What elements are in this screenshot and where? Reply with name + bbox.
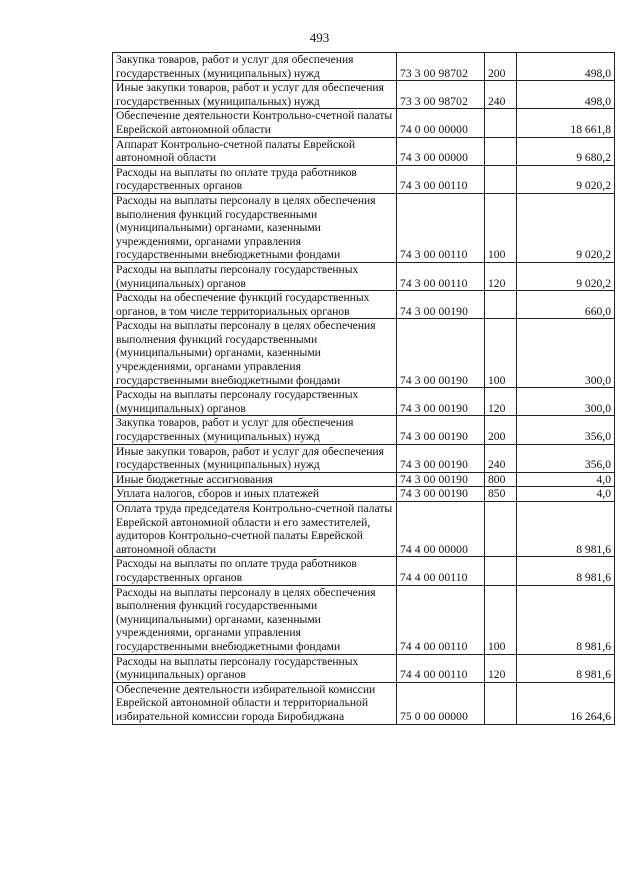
table-row <box>113 319 615 388</box>
row-amount-cell: 4,0 <box>517 472 615 487</box>
table-row <box>113 502 615 557</box>
page-number: 493 <box>309 30 330 45</box>
table-row <box>113 487 615 502</box>
row-code-cell: 73 3 00 98702 <box>397 53 485 81</box>
row-name-cell: Расходы на выплаты персоналу в целях обеспечения выполнения функций государственными (муниципальными) органами, казенными учреждениями, органами управления государственными внебюджетными фондами <box>113 193 397 262</box>
row-expense-type-cell: 240 <box>485 444 517 472</box>
row-amount-cell: 9 020,2 <box>517 262 615 290</box>
row-name-cell: Расходы на выплаты по оплате труда работников государственных органов <box>113 165 397 193</box>
table-row <box>113 137 615 165</box>
table-row <box>113 472 615 487</box>
table-row <box>113 109 615 137</box>
row-amount-cell: 498,0 <box>517 53 615 81</box>
row-name-cell: Оплата труда председателя Контрольно-счетной палаты Еврейской автономной области и его заместителей, аудиторов Контрольно-счетной палаты Еврейской автономной области <box>113 502 397 557</box>
row-amount-cell: 660,0 <box>517 291 615 319</box>
row-name-cell: Обеспечение деятельности избирательной комиссии Еврейской автономной области и территориальной избирательной комиссии города Биробиджана <box>113 682 397 724</box>
row-code-cell: 74 3 00 00190 <box>397 416 485 444</box>
row-amount-cell: 300,0 <box>517 319 615 388</box>
row-code-cell: 74 4 00 00110 <box>397 557 485 585</box>
table-row <box>113 291 615 319</box>
row-expense-type-cell <box>485 291 517 319</box>
row-code-cell: 74 3 00 00110 <box>397 262 485 290</box>
table-row <box>113 654 615 682</box>
row-name-cell: Расходы на выплаты персоналу государственных (муниципальных) органов <box>113 654 397 682</box>
table-row <box>113 682 615 724</box>
row-expense-type-cell: 200 <box>485 416 517 444</box>
table-row <box>113 557 615 585</box>
row-expense-type-cell: 100 <box>485 319 517 388</box>
row-name-cell: Расходы на выплаты персоналу в целях обеспечения выполнения функций государственными (муниципальными) органами, казенными учреждениями, органами управления государственными внебюджетными фондами <box>113 585 397 654</box>
row-expense-type-cell: 120 <box>485 388 517 416</box>
row-code-cell: 74 4 00 00110 <box>397 585 485 654</box>
row-amount-cell: 300,0 <box>517 388 615 416</box>
row-code-cell: 74 3 00 00190 <box>397 444 485 472</box>
table-row <box>113 388 615 416</box>
row-code-cell: 74 3 00 00190 <box>397 487 485 502</box>
row-expense-type-cell: 240 <box>485 81 517 109</box>
row-amount-cell: 8 981,6 <box>517 585 615 654</box>
row-name-cell: Уплата налогов, сборов и иных платежей <box>113 487 397 502</box>
budget-table-body <box>113 53 615 725</box>
table-row <box>113 53 615 81</box>
row-expense-type-cell: 100 <box>485 585 517 654</box>
table-row <box>113 262 615 290</box>
row-code-cell: 74 4 00 00000 <box>397 502 485 557</box>
budget-table <box>112 52 615 725</box>
row-amount-cell: 9 020,2 <box>517 165 615 193</box>
row-expense-type-cell <box>485 109 517 137</box>
row-code-cell: 74 0 00 00000 <box>397 109 485 137</box>
row-expense-type-cell <box>485 557 517 585</box>
row-name-cell: Расходы на выплаты персоналу государственных (муниципальных) органов <box>113 262 397 290</box>
table-row <box>113 193 615 262</box>
table-row <box>113 444 615 472</box>
row-expense-type-cell <box>485 137 517 165</box>
row-amount-cell: 18 661,8 <box>517 109 615 137</box>
row-amount-cell: 4,0 <box>517 487 615 502</box>
row-expense-type-cell: 850 <box>485 487 517 502</box>
row-amount-cell: 356,0 <box>517 444 615 472</box>
row-expense-type-cell: 100 <box>485 193 517 262</box>
row-expense-type-cell: 120 <box>485 262 517 290</box>
row-expense-type-cell: 200 <box>485 53 517 81</box>
row-name-cell: Аппарат Контрольно-счетной палаты Еврейской автономной области <box>113 137 397 165</box>
table-row <box>113 416 615 444</box>
row-expense-type-cell <box>485 502 517 557</box>
row-amount-cell: 16 264,6 <box>517 682 615 724</box>
row-code-cell: 74 3 00 00190 <box>397 291 485 319</box>
row-code-cell: 75 0 00 00000 <box>397 682 485 724</box>
row-amount-cell: 9 020,2 <box>517 193 615 262</box>
row-code-cell: 74 3 00 00110 <box>397 193 485 262</box>
row-code-cell: 74 3 00 00190 <box>397 319 485 388</box>
row-name-cell: Иные закупки товаров, работ и услуг для обеспечения государственных (муниципальных) нужд <box>113 444 397 472</box>
row-expense-type-cell: 800 <box>485 472 517 487</box>
row-name-cell: Иные бюджетные ассигнования <box>113 472 397 487</box>
row-amount-cell: 8 981,6 <box>517 654 615 682</box>
row-amount-cell: 8 981,6 <box>517 502 615 557</box>
row-expense-type-cell: 120 <box>485 654 517 682</box>
row-amount-cell: 498,0 <box>517 81 615 109</box>
row-code-cell: 74 3 00 00190 <box>397 388 485 416</box>
row-expense-type-cell <box>485 682 517 724</box>
row-name-cell: Иные закупки товаров, работ и услуг для обеспечения государственных (муниципальных) нужд <box>113 81 397 109</box>
row-amount-cell: 8 981,6 <box>517 557 615 585</box>
row-code-cell: 74 4 00 00110 <box>397 654 485 682</box>
row-name-cell: Обеспечение деятельности Контрольно-счетной палаты Еврейской автономной области <box>113 109 397 137</box>
row-amount-cell: 356,0 <box>517 416 615 444</box>
row-name-cell: Закупка товаров, работ и услуг для обеспечения государственных (муниципальных) нужд <box>113 53 397 81</box>
row-expense-type-cell <box>485 165 517 193</box>
row-code-cell: 73 3 00 98702 <box>397 81 485 109</box>
row-name-cell: Расходы на выплаты персоналу государственных (муниципальных) органов <box>113 388 397 416</box>
row-code-cell: 74 3 00 00110 <box>397 165 485 193</box>
row-code-cell: 74 3 00 00000 <box>397 137 485 165</box>
row-name-cell: Закупка товаров, работ и услуг для обеспечения государственных (муниципальных) нужд <box>113 416 397 444</box>
table-row <box>113 585 615 654</box>
row-name-cell: Расходы на обеспечение функций государственных органов, в том числе территориальных органов <box>113 291 397 319</box>
row-code-cell: 74 3 00 00190 <box>397 472 485 487</box>
table-row <box>113 165 615 193</box>
row-name-cell: Расходы на выплаты персоналу в целях обеспечения выполнения функций государственными (муниципальными) органами, казенными учреждениями, органами управления государственными внебюджетными фондами <box>113 319 397 388</box>
table-row <box>113 81 615 109</box>
row-name-cell: Расходы на выплаты по оплате труда работников государственных органов <box>113 557 397 585</box>
row-amount-cell: 9 680,2 <box>517 137 615 165</box>
